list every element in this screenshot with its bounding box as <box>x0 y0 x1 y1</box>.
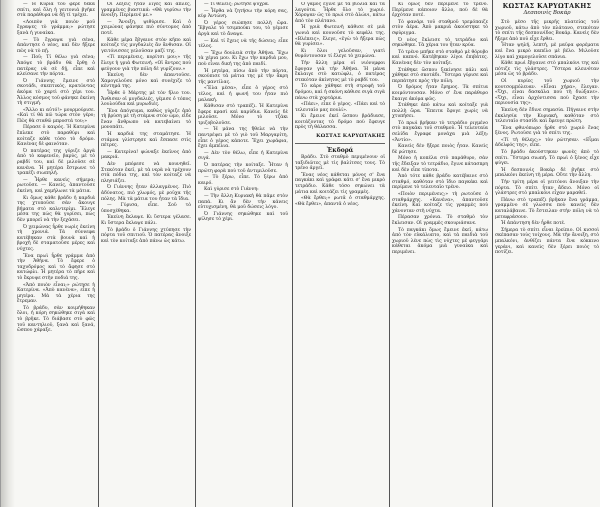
paragraph: — Ἔχω δουλειὰ στὴν Ἀθήνα. Ἔχω τὰ χέρια μου. Κι ἔχω τὴν καρδιά μου, ποὺ εἶναι δική της ἀπὸ παιδί. <box>198 50 288 67</box>
column-5-body <box>392 2 488 256</box>
column-4-body <box>295 2 385 131</box>
paragraph: Κι ὅμως δὲν περίμενε τὸ τρένο. Περίμενε κάποιον ἄλλο, ποὺ δὲ θὰ ἐρχόταν ποτέ. <box>392 2 488 19</box>
paragraph: Πέρασε ὁ καιρός. Ἡ Κατερίνα ἔπλεκε στὸ παραθύρι καὶ κοίταζε κάθε τόσο τὸ δρόμο. Κανένας δὲ φαινόταν. <box>17 125 95 148</box>
column-2-body <box>101 2 191 244</box>
column-6-body <box>495 20 599 256</box>
paragraph: Κι ὅμως κάθε βράδυ ἡ καρδιά της χτυποῦσε σὰν ἄκουγε βήματα στὸ καλντερίμι. Ἔλεγε μέσα της πὼς θὰ γυρίσει, πὼς δὲν μπορεῖ νὰ τὴν ξεχάσει. <box>17 195 95 223</box>
paragraph: «Λοιπὸν γιὰ ποιὸν μοῦ ἔγραψες τὸ γράμμα;» ρώτησε ξανὰ ἡ γυναίκα. <box>17 19 95 36</box>
paragraph: Κάθισαν στὸ τραπέζι. Ἡ Κατερίνα ἔφερε κρασὶ καὶ καρύδια. Κανεὶς δὲ μιλοῦσε. Μόνο τὸ τζάκι τριζοβολοῦσε. <box>198 104 288 126</box>
paragraph: — Γύρισα, εἶπε. Σοῦ τὸ ὑποσχέθηκα. <box>101 203 191 214</box>
paragraph: Τὸ κάρο χάθηκε στὴ στροφὴ τοῦ δρόμου, καὶ ἡ σκόνη κάθισε σιγὰ σιγὰ πάνω στὰ χορτάρια. <box>295 84 385 101</box>
paragraph: Τὸ βράδυ, σὰν κοιμήθηκαν ὅλοι, ἡ κόρη σηκώθηκε σιγὰ καὶ τὸ βρῆκε. Τὸ διάβασε στὸ φῶς τοῦ καντηλιοῦ, ξανὰ καὶ ξανά, ὥσπου χάραξε. <box>17 305 95 334</box>
paragraph: Ἡ καρδιά της σταμάτησε. Ἡ στάμνα γλίστρησε καὶ ἔσπασε στὶς πέτρες. <box>101 132 191 149</box>
text-column-1 <box>17 2 95 507</box>
paragraph: — Ἡ Κυρία τοῦ φέρε δέκα σπίτι, καὶ ὅλη ἡ γειτονιά βγῆκε στὰ παράθυρα νὰ δῇ τί τρέχει. <box>17 2 95 19</box>
author-signature: ΚΩΣΤΑΣ ΚΑΡΥΩΤΑΚΗΣ <box>316 133 385 140</box>
paragraph: — Ἦρθε κανεὶς σήμερα; ρωτοῦσε. — Κανείς, ἀπαντοῦσε ἐκείνη, καὶ χαμήλωνε τὰ μάτια. <box>17 177 95 194</box>
paragraph: Κανεὶς δὲν ἤξερε ποιὸς ἦταν. Κανεὶς δὲ ρώτησε. <box>392 144 488 155</box>
paragraph: Κι ὅλοι γελοῦσαν, γιατὶ θυμόντουσαν τί ἔλεγε τὸ χειμώνα. <box>295 48 385 60</box>
paragraph: Ἐκείνη δὲν ἀπαντοῦσε. Χαμογελοῦσε μόνο καὶ συνέχιζε τὸ κέντημά της. <box>101 73 191 90</box>
paragraph: — Τί θέλεις; ρώτησε ψυχρά. <box>204 2 270 7</box>
paragraph: Ἡ μητέρα, πίσω ἀπὸ τὴν πόρτα, σκούπισε τὰ μάτια της μὲ τὴν ἄκρη τῆς μαντίλας. <box>198 68 288 85</box>
paragraph: Στάθηκε ὥσπου ξεκίνησε πάλι καὶ χάθηκε στὸ σκοτάδι. Ὕστερα γύρισε καὶ περπάτησε πρὸς τὴν πόλη. <box>392 67 488 84</box>
paragraph: Ὁ γέρος σιώπησε πολλὴ ὥρα. Ἔβγαλε τὸ τσιμπούκι του, τὸ γέμισε ἀργὰ καὶ τὸ ἄναψε. <box>198 20 288 37</box>
text-column-5 <box>392 2 488 507</box>
paragraph: Βράδυ. Στὸ σταθμὸ περιμένουν οἱ ταξιδιῶτες μὲ τὶς βαλίτσες τους. Τὸ τρένο ἀργεῖ. <box>295 155 385 172</box>
paragraph: Τὸ βράδυ ἀκούστηκαν φωνὲς ἀπὸ τὸ σπίτι. Ὕστερα σιωπή. Τὸ πρωὶ ὁ ξένος εἶχε φύγει. <box>495 150 599 167</box>
paragraph: «Ἄλλο κι αὐτό!» μουρμούρισε. «Καὶ τί θὰ πῶ τώρα στὸν γέρο; Πῶς θὰ σταθῶ μπροστά του;» <box>17 107 95 124</box>
paragraph: — Καὶ τί ἔχεις νὰ τῆς δώσεις; εἶπε τέλος. <box>198 38 288 50</box>
paragraph: Καὶ γύρισε στὸ Γιάννη: <box>204 187 259 193</box>
text-column-4 <box>295 2 385 507</box>
paragraph: — Κατερίνα! φώναξε ἐκεῖνος ἀπὸ μακριά. <box>101 149 191 161</box>
paragraph: Τὸ τρένο μπῆκε στὸ σταθμὸ μὲ θόρυβο καὶ καπνό. Κατέβηκαν λίγοι ἐπιβάτες. Κανένας δὲν τὸν κοίταξε. <box>392 49 488 66</box>
paragraph: Ὁ Γιάννης ἦταν ἀλλαγμένος. Πιὸ ἀδύνατος, πιὸ χλωμός, μὲ ροῦχα τῆς πόλης. Μὰ τὰ μάτια του ἦταν τὰ ἴδια. <box>101 185 191 202</box>
paragraph: Τὸ παγκάκι ὅμως ἔμεινε ἐκεῖ, κάτω ἀπὸ τὸν εὐκάλυπτο, καὶ τὰ παιδιὰ τοῦ χωριοῦ λένε πὼς τὶς νύχτες μὲ φεγγάρι κάθεται ἀκόμα μιὰ γυναίκα καὶ περιμένει. <box>392 227 488 255</box>
paragraph: — Ἡ μάνα της ἤθελε νὰ τὴν παντρέψει μὲ τὸ γιὸ τοῦ Μαργαρίτη, εἶπε ὁ γέρος κάποτε. Ἔχει χωράφια, ἔχει ἀμπέλια. <box>198 127 288 150</box>
paragraph: — Δὲν τὸν θέλω, εἶπε ἡ Κατερίνα σιγά. <box>198 150 288 162</box>
paragraph: Ἐκείνη δὲν ἔδινε σημασία. Πήγαινε στὴν ἐκκλησία τὴν Κυριακή, καθόταν στὸ τελευταῖο στασίδι καὶ ἔφευγε πρώτη. <box>495 107 599 125</box>
paragraph: Ἕνα φθινόπωρο ἦρθε στὸ χωριὸ ἕνας ξένος. Ρωτοῦσε γιὰ τὸ σπίτι της. <box>495 125 599 137</box>
paragraph: «Ἀπὸ ποιὸν εἶναι;» ρώτησε ἡ Κατερίνα. «Ἀπὸ κανένα», εἶπε ἡ μητέρα. Μὰ τὰ χέρια της ἔτρεμαν. <box>17 282 95 305</box>
paragraph: Ὁ Γιάννης σηκώθηκε καὶ τοῦ φίλησε τὸ χέρι. <box>198 211 288 223</box>
paragraph: Ὁ χειμώνας ἦρθε νωρὶς ἐκείνη τὴ χρονιά. Τὰ σύννεφα κατέβηκαν στὰ βουνὰ καὶ ἡ βροχὴ δὲ σταματοῦσε μέρες καὶ νύχτες. <box>17 224 95 252</box>
column-rule <box>292 0 293 507</box>
paragraph: — Τὸ ξέρω, εἶπε. Τὸ ξέρω ἀπὸ καιρό. <box>198 175 288 186</box>
paragraph: — Ποῦ; Τί θέλω γιὰ σένα; Ἀπόψε τὸ βράδυ θὰ ἔρθῃ ὁ πατέρας νὰ σὲ δῇ, εἶπε καὶ κλείσανε τὴν πόρτα. <box>17 55 95 78</box>
paragraph: Ὁ γάμος ἔγινε μὲ τὰ βιολιὰ καὶ τὰ λαγούτα. Ἦρθε ὅλο τὸ χωριό. Χόρεψαν ὡς τὸ πρωὶ στὸ ἁλώνι, κάτω ἀπὸ τὸν πλάτανο. <box>295 2 385 24</box>
paragraph: Πάνω στὸ τραπέζι βρῆκαν ἕνα γράμμα, γραμμένο σὲ γλώσσα ποὺ κανεὶς δὲν καταλάβαινε. Τὸ ἔστειλαν στὴν πόλη νὰ τὸ μεταφράσουν. <box>495 197 599 220</box>
paragraph: Στὸ μέσο τῆς μικρῆς πλατείας τοῦ χωριοῦ, κάτω ἀπὸ τὸν πλάτανο, στεκόταν τὸ σπίτι τῆς δεσποινίδος Βοκάρ. Κανεὶς δὲν ἤξερε ἀπὸ ποῦ εἶχε ἔρθει. <box>495 20 599 42</box>
column-1-body <box>17 2 95 334</box>
column-rule <box>195 0 196 507</box>
article-header <box>495 2 599 17</box>
paragraph: Μόνο ἡ κοπέλα στὸ παράθυρο, σὰν τῆς ἔδειξαν τὸ τετράδιο, ἔγινε κάτασπρη καὶ δὲν εἶπε τίποτα. <box>392 156 488 173</box>
paragraph: «Τί περιμένεις, κορίτσι μου;» τῆς ἔλεγε ἡ γριὰ Φωτεινή. «Οἱ ἄντρες ποὺ φεύγουν γιὰ τὴν πόλη δὲ γυρίζουν.» <box>101 55 191 72</box>
column-rule <box>492 0 493 507</box>
page-gutter-shadow <box>1 0 15 507</box>
paragraph: Ὁ νέος ἔκλεισε τὸ τετράδιο καὶ σηκώθηκε. Τὰ χέρια του ἦταν κρύα. <box>392 37 488 49</box>
paragraph: Κάθε μέρα ἔβγαινε στὸν κῆπο καὶ κοίταζε τὶς μυγδαλιές ἂν ἄνθισαν. Οἱ γειτόνισσες γελοῦσαν μαζί της. <box>101 37 191 54</box>
paragraph: Δὲν μπόρεσε νὰ κουνηθεῖ. Στεκόταν ἐκεῖ, μὲ τὰ νερὰ νὰ τρέχουν στὰ πόδια της, καὶ τὸν κοίταζε νὰ πλησιάζει. <box>101 162 191 184</box>
paragraph: Οἱ κυρίες τοῦ χωριοῦ τὴν κουτσομπόλευαν. «Εἶναι χήρα», ἔλεγαν. «Ὄχι, εἶναι δασκάλα ποὺ τὴ διώξανε». «Ὄχι, εἶναι ἀρχόντισσα ποὺ ἔχασε τὴν περιουσία της». <box>495 78 599 107</box>
paragraph: Ἦταν ψηλή, λεπτή, μὲ μαῦρα φορέματα καὶ ἕνα μικρὸ καπέλο μὲ βέλο. Μιλοῦσε λίγο καὶ χαμογελοῦσε σπάνια. <box>495 43 599 60</box>
column-rule <box>389 0 390 507</box>
story-title: Ἐκδορά <box>326 147 354 155</box>
paragraph: «Πάει», εἶπε ὁ γέρος. «Πάει καὶ τὸ τελευταῖο μας πουλί». <box>295 102 385 113</box>
article-author: ΚΩΣΤΑΣ ΚΑΡΥΩΤΑΚΗΣ <box>502 2 592 10</box>
paragraph: Ἕνα πρωὶ ἦρθε γράμμα ἀπὸ τὴν Ἀθήνα. Τὸ ἔφερε ὁ ταχυδρόμος καὶ τὸ ἄφησε στὸ κατώφλι. Ἡ μητέρα τὸ πῆρε καὶ τὸ ἔκρυψε στὴν ποδιά της. <box>17 253 95 281</box>
paragraph: Σήμερα τὸ σπίτι εἶναι ἐρείπιο. Οἱ κισσοὶ σκέπασαν τοὺς τοίχους. Μὰ τὴν ἄνοιξη, στὸ μπαλκόνι, ἀνθίζει πάντα ἕνα κόκκινο γεράνι, καὶ κανεὶς δὲν ξέρει ποιὸς τὸ ποτίζει. <box>495 227 599 256</box>
column-3-body <box>198 2 288 223</box>
paragraph: — Ἄνοιξη, ψιθύρισε. Καὶ ὁ χειμώνας φάνηκε πιὸ σύντομος ἀπὸ ποτέ. <box>101 19 191 36</box>
text-column-2 <box>101 2 191 507</box>
paragraph: Ἡ ἀπάντηση δὲν ἦρθε ποτέ. <box>501 221 566 227</box>
paragraph: — Ἦρθα νὰ ζητήσω τὴν κόρη σας, κὺρ Ἀντώνη. <box>198 8 288 20</box>
paragraph: Κάθε πρωὶ ἔβγαινε στὸ μπαλκόνι της καὶ πότιζε τὶς γλάστρες. Ὕστερα κλεινόταν μέσα ὡς τὸ βράδυ. <box>495 61 599 78</box>
paragraph: Ἐκείνη ἔκλαψε. Κι ὕστερα γέλασε. Κι ὕστερα ἔκλαψε πάλι. <box>101 215 191 226</box>
paragraph: — Τὸ ἔγραψα γιὰ σένα, ἀπάντησε ὁ νέος, καὶ δὲν ἤξερε πῶς νὰ τὸ πῇ. <box>17 37 95 54</box>
paragraph: Πέρασαν χρόνια. Τὸ σταθμὸ τὸν ἔκλεισαν. Οἱ γραμμὲς σκουριάσανε. <box>392 215 488 226</box>
article-title: Δεσποινὶς Βοκάρ <box>523 10 571 16</box>
paragraph: Ἦρθε ὁ Μάρτης μὲ τὸν ἥλιο του. Ἄνθισαν οἱ μυγδαλιές, γέμισε ὁ τόπος λουλούδια καὶ μυρωδιές. <box>101 90 191 108</box>
paragraph: — Τὴν ἄλλη Κυριακὴ θὰ πᾶμε στὸν παπά. Κι ἂν δὲν τὴν κάνεις εὐτυχισμένη, θὰ μοῦ δώσεις λόγο. <box>198 194 288 211</box>
paragraph: Τὸ φανάρι τοῦ σταθμοῦ τρεμόπαιζε στὸν ἀέρα. Ἀπὸ μακριὰ ἀκούστηκε τὸ σφύριγμα. <box>392 19 488 36</box>
paragraph: Οἱ λέξεις ἦταν λίγες καὶ ἁπλές, γραμμένες βιαστικά: «Θὰ γυρίσω τὴν ἄνοιξη. Περίμενέ με.» <box>101 2 191 19</box>
paragraph: Τὴν ἄλλη μέρα οἱ νιόνυμφοι ἔφυγαν γιὰ τὴν Ἀθήνα. Ἡ μάνα ἔκλαιγε στὸ κατώφλι, ὁ πατέρας στεκόταν ἀκίνητος μὲ τὸ ραβδί του. <box>295 60 385 83</box>
paragraph: Ἀπὸ τότε κάθε βράδυ κατέβαινε στὸ σταθμό, καθόταν στὸ ἴδιο παγκάκι καὶ περίμενε τὸ τελευταῖο τρένο. <box>392 174 488 191</box>
paragraph: Τὸ πρωὶ βρῆκαν τὸ τετράδιο ριγμένο στὸ παγκάκι τοῦ σταθμοῦ. Ἡ τελευταία σελίδα ἔγραφε μονάχα μιὰ λέξη: «Ἀντίο». <box>392 120 488 143</box>
paragraph: Ἡ δεσποινὶς Βοκὰρ δὲ βγῆκε στὸ μπαλκόνι ἐκείνη τὴ μέρα. Οὔτε τὴν ἄλλη. <box>495 167 599 179</box>
paragraph: Κι ἔμεινε ἐκεῖ ὥσπου βράδιασε, κοιτάζοντας τὸ δρόμο ποὺ ἔφευγε πρὸς τὴ θάλασσα. <box>295 114 385 131</box>
paragraph: «Ποιὸν περιμένεις;» τὴ ρωτοῦσε ὁ σταθμάρχης. «Κανένα», ἀπαντοῦσε ἐκείνη. Καὶ κοίταζε τὶς γραμμὲς ποὺ χάνονταν στὴ νύχτα. <box>392 192 488 214</box>
text-column-6 <box>495 2 599 507</box>
text-column-3 <box>198 2 288 507</box>
paragraph: Ὁ δρόμος ἦταν ἔρημος. Τὰ σπίτια κοιμόντουσαν. Μόνο σ' ἕνα παράθυρο ἔκαιγε ἀκόμα φῶς. <box>392 85 488 102</box>
paragraph: Ὁ πατέρας τὴν κοίταξε. Ἦταν ἡ πρώτη φορὰ ποὺ τοῦ ἀντιμιλοῦσε. <box>198 163 288 174</box>
paragraph: Ἕνας νέος κάθεται μόνος σ' ἕνα παγκάκι καὶ γράφει κάτι σ' ἕνα μικρὸ τετράδιο. Κάθε τόσο σηκώνει τὰ μάτια καὶ κοιτάζει τὶς γραμμές. <box>295 172 385 195</box>
paragraph: «Ἔλα μέσα», εἶπε ὁ γέρος στὸ τέλος, καὶ ἡ φωνή του ἦταν πιὸ μαλακή. <box>198 86 288 103</box>
paragraph: Στάθηκε ἀπὸ κάτω καὶ κοίταξε γιὰ πολλὴ ὥρα. Ἔπειτα ἔφυγε χωρὶς νὰ χτυπήσει. <box>392 103 488 120</box>
paragraph: Τὸ βράδυ ὁ Γιάννης χτύπησε τὴν πόρτα τοῦ σπιτιοῦ. Ὁ πατέρας ἄνοιξε καὶ τὸν κοίταξε ἀπὸ πάνω ὡς κάτω. <box>101 227 191 244</box>
column-rule <box>98 0 99 507</box>
paragraph: Ἡ γριὰ Φωτεινὴ κάθισε σὲ μιὰ γωνιὰ καὶ κουνοῦσε τὸ κεφάλι της. «Βλέπεις», ἔλεγε, «ἐγὼ τὸ ἤξερα πὼς θὰ γυρίσει». <box>295 25 385 48</box>
paragraph: Τὴν τρίτη μέρα οἱ γειτόνοι ἄνοιξαν τὴν πόρτα. Τὸ σπίτι ἦταν ἄδειο. Μόνο οἱ γλάστρες στὸ μπαλκόνι εἶχαν μαραθεῖ. <box>495 180 599 197</box>
paragraph: «Θὰ ἔρθει;» ρωτᾶ ὁ σταθμάρχης. «Θὰ ἔρθει», ἀπαντᾶ ὁ νέος. <box>295 196 385 207</box>
story-body <box>295 155 385 207</box>
paragraph: Ὁ Γιάννης ἔμεινε στὸ σκοτάδι, σκεπτικός, κρατῶντας ἀκόμα τὸ χαρτὶ στὸ χέρι του. Ἄλλος κόσμος τοῦ φάνηκε ἐκείνη τὴ στιγμή. <box>17 78 95 107</box>
section-divider <box>295 143 385 144</box>
paragraph: «Τί τὴ θέλεις;» τὸν ρώτησαν. «Εἶμαι ἀδελφός της», εἶπε. <box>495 137 599 149</box>
paragraph: Ἕνα ἀπόγευμα, καθὼς γύριζε ἀπὸ τὴ βρύση μὲ τὴ στάμνα στὸν ὦμο, εἶδε ἕναν ἄνθρωπο νὰ κατεβαίνει τὸ μονοπάτι. <box>101 108 191 131</box>
paragraph: Ὁ πατέρας της γύριζε ἀργὰ ἀπὸ τὸ καφενεῖο, βαρύς, μὲ τὸ ραβδί του, καὶ δὲ μιλοῦσε σὲ κανένα. Ἡ μητέρα ἔστρωνε τὸ τραπέζι σιωπηλή. <box>17 148 95 177</box>
